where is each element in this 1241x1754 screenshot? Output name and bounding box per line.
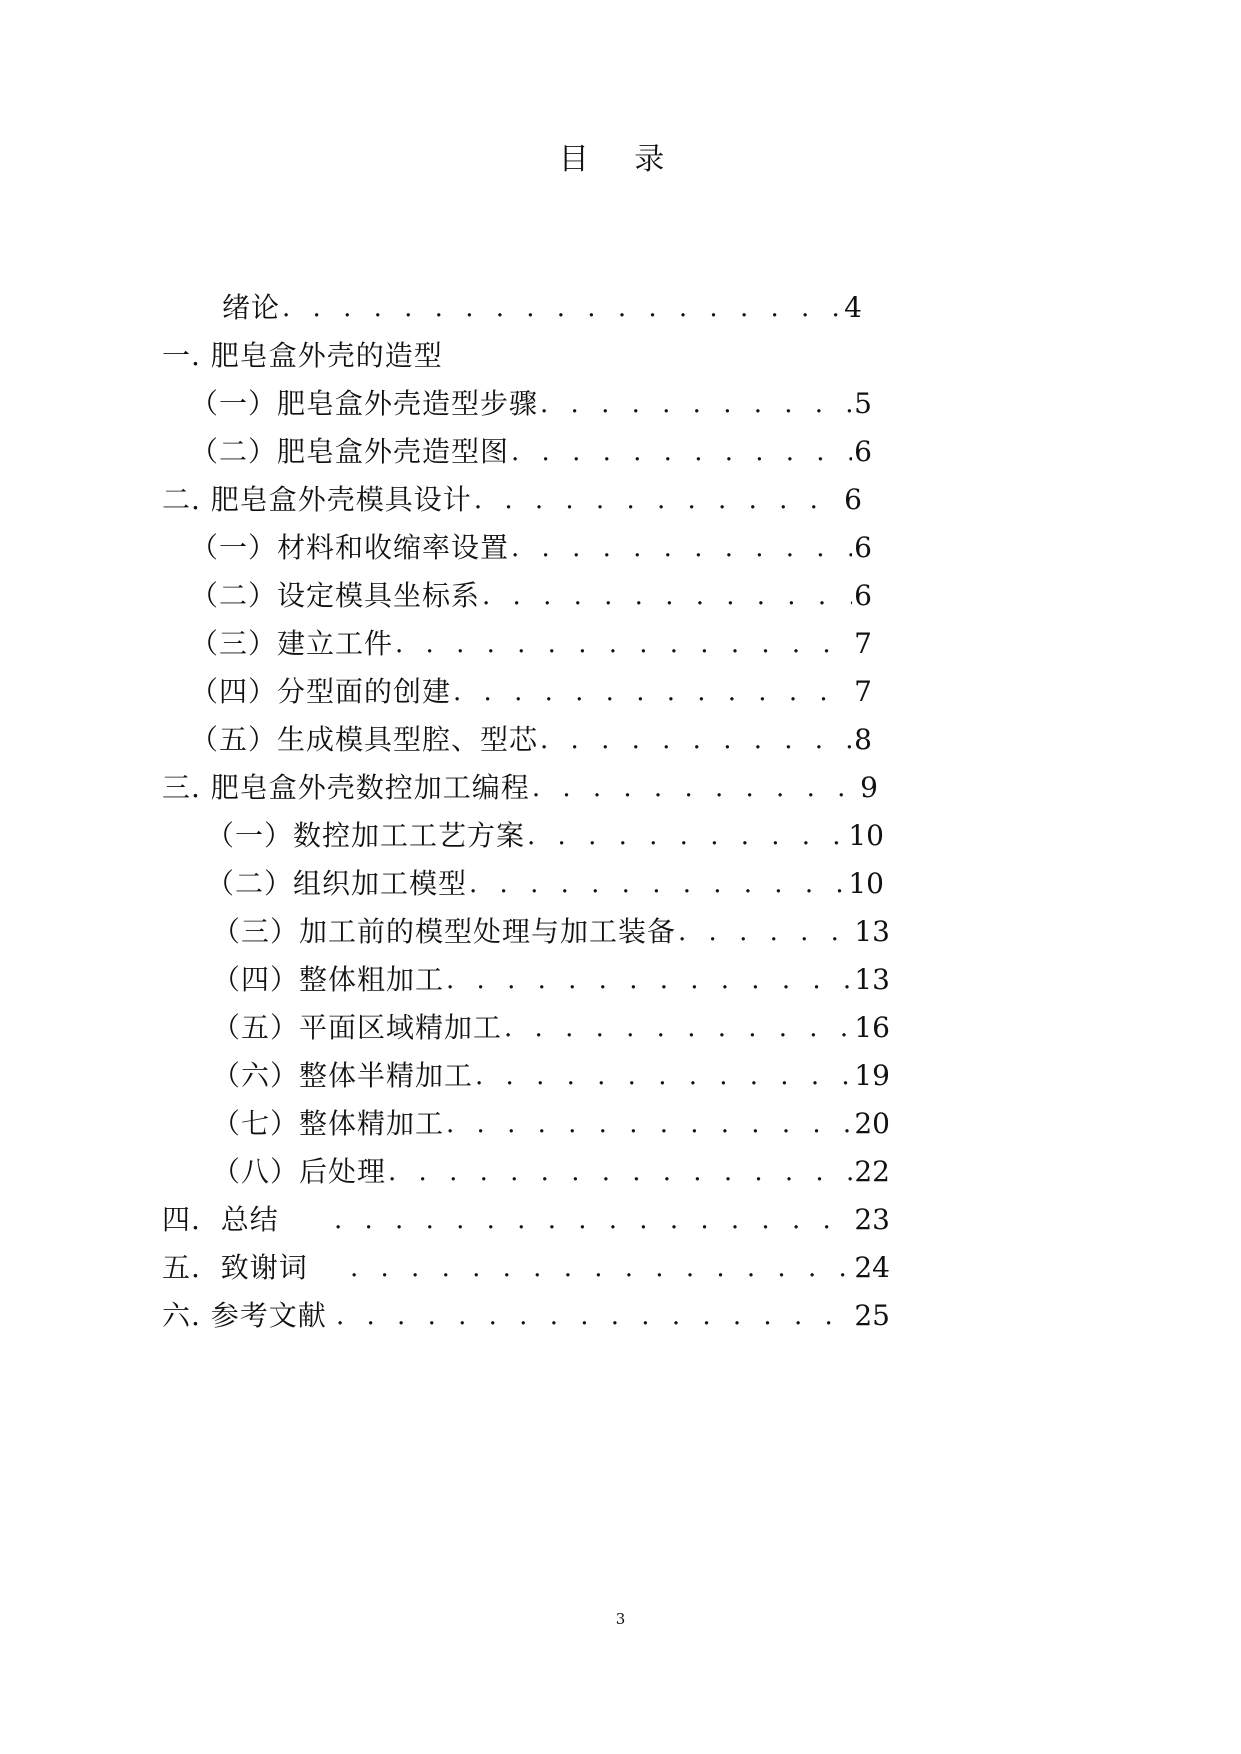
- toc-dot-leader: [446, 1104, 852, 1144]
- toc-entry: [162, 768, 878, 808]
- toc-entry-page: 6: [854, 579, 872, 612]
- toc-dot-leader: [282, 288, 842, 328]
- toc-entry: [190, 576, 872, 616]
- toc-entry: [212, 960, 890, 1000]
- toc-entry-label: （七）整体精加工: [212, 1107, 445, 1140]
- toc-entry-page: 20: [854, 1107, 890, 1140]
- toc-entry-label: （二）设定模具坐标系: [190, 579, 481, 612]
- toc-dot-leader: [336, 1296, 852, 1336]
- toc-entry-page: 10: [848, 819, 884, 852]
- toc-entry-page: 23: [854, 1203, 890, 1236]
- toc-entry-label: 四. 总结: [162, 1203, 279, 1236]
- toc-entry: [212, 1152, 890, 1192]
- toc-entry: [212, 1104, 890, 1144]
- toc-entry-page: 6: [844, 483, 862, 516]
- toc-entry-page: 9: [860, 771, 878, 804]
- toc-entry-page: 6: [854, 435, 872, 468]
- toc-entry-label: （一）肥皂盒外壳造型步骤: [190, 387, 539, 420]
- toc-entry: [212, 1056, 890, 1096]
- toc-entry-label: 三. 肥皂盒外壳数控加工编程: [162, 771, 530, 804]
- toc-entry-page: 7: [854, 627, 872, 660]
- toc-entry: [162, 336, 862, 376]
- toc-entry-page: 8: [854, 723, 872, 756]
- toc-entry-label: 六. 参考文献: [162, 1299, 327, 1332]
- toc-entry-label: （四）整体粗加工: [212, 963, 445, 996]
- toc-entry-label: 二. 肥皂盒外壳模具设计: [162, 483, 472, 516]
- toc-dot-leader: [540, 384, 852, 424]
- toc-entry: [212, 912, 890, 952]
- toc-entry-page: 10: [848, 867, 884, 900]
- toc-entry: [206, 816, 884, 856]
- toc-dot-leader: [474, 480, 842, 520]
- toc-entry: [162, 1296, 890, 1336]
- toc-entry-page: 7: [854, 675, 872, 708]
- toc-entry: [190, 624, 872, 664]
- toc-entry-label: （二）组织加工模型: [206, 867, 468, 900]
- toc-entry-page: 24: [854, 1251, 890, 1284]
- toc-entry-page: 13: [854, 963, 890, 996]
- toc-dot-leader: [511, 432, 852, 472]
- toc-entry: [190, 720, 872, 760]
- toc-entry-page: 4: [844, 291, 862, 324]
- toc-entry-label: （六）整体半精加工: [212, 1059, 474, 1092]
- toc-dot-leader: [504, 1008, 852, 1048]
- toc-entry-label: （一）材料和收缩率设置: [190, 531, 510, 564]
- toc-entry-label: （一）数控加工工艺方案: [206, 819, 526, 852]
- toc-entry-label: 绪论: [222, 291, 281, 324]
- toc-entry-label: （四）分型面的创建: [190, 675, 452, 708]
- toc-dot-leader: [511, 528, 852, 568]
- toc-entry: [212, 1008, 890, 1048]
- toc-entry-page: 6: [854, 531, 872, 564]
- toc-dot-leader: [388, 1152, 852, 1192]
- toc-entry-page: 5: [854, 387, 872, 420]
- toc-dot-leader: [350, 1248, 852, 1288]
- toc-dot-leader: [678, 912, 852, 952]
- page-number: 3: [615, 1610, 626, 1628]
- toc-entry: [162, 1200, 890, 1240]
- toc-entry-page: 22: [854, 1155, 890, 1188]
- toc-entry-page: 16: [854, 1011, 890, 1044]
- toc-entry-label: 五. 致谢词: [162, 1251, 308, 1284]
- toc-entry-label: 一. 肥皂盒外壳的造型: [162, 339, 443, 372]
- toc-entry: [206, 864, 884, 904]
- toc-entry: [190, 432, 872, 472]
- page-title: 目 录: [558, 142, 683, 177]
- toc-entry-label: （二）肥皂盒外壳造型图: [190, 435, 510, 468]
- toc-entry-page: 25: [854, 1299, 890, 1332]
- toc-entry: [162, 480, 862, 520]
- toc-dot-leader: [453, 672, 852, 712]
- toc-entry-label: （五）生成模具型腔、型芯: [190, 723, 539, 756]
- toc-entry-label: （三）建立工件: [190, 627, 394, 660]
- toc-dot-leader: [334, 1200, 852, 1240]
- toc-entry: [162, 1248, 890, 1288]
- toc-entry-label: （八）后处理: [212, 1155, 387, 1188]
- toc-entry-label: （五）平面区域精加工: [212, 1011, 503, 1044]
- toc-entry: [222, 288, 862, 328]
- toc-dot-leader: [469, 864, 846, 904]
- toc-dot-leader: [446, 960, 852, 1000]
- toc-dot-leader: [395, 624, 852, 664]
- toc-dot-leader: [540, 720, 852, 760]
- toc-entry: [190, 672, 872, 712]
- toc-entry: [190, 528, 872, 568]
- toc-entry-page: 19: [854, 1059, 890, 1092]
- toc-dot-leader: [527, 816, 846, 856]
- toc-dot-leader: [532, 768, 858, 808]
- toc-entry: [190, 384, 872, 424]
- toc-dot-leader: [475, 1056, 852, 1096]
- toc-dot-leader: [482, 576, 852, 616]
- toc-entry-label: （三）加工前的模型处理与加工装备: [212, 915, 677, 948]
- toc-entry-page: 13: [854, 915, 890, 948]
